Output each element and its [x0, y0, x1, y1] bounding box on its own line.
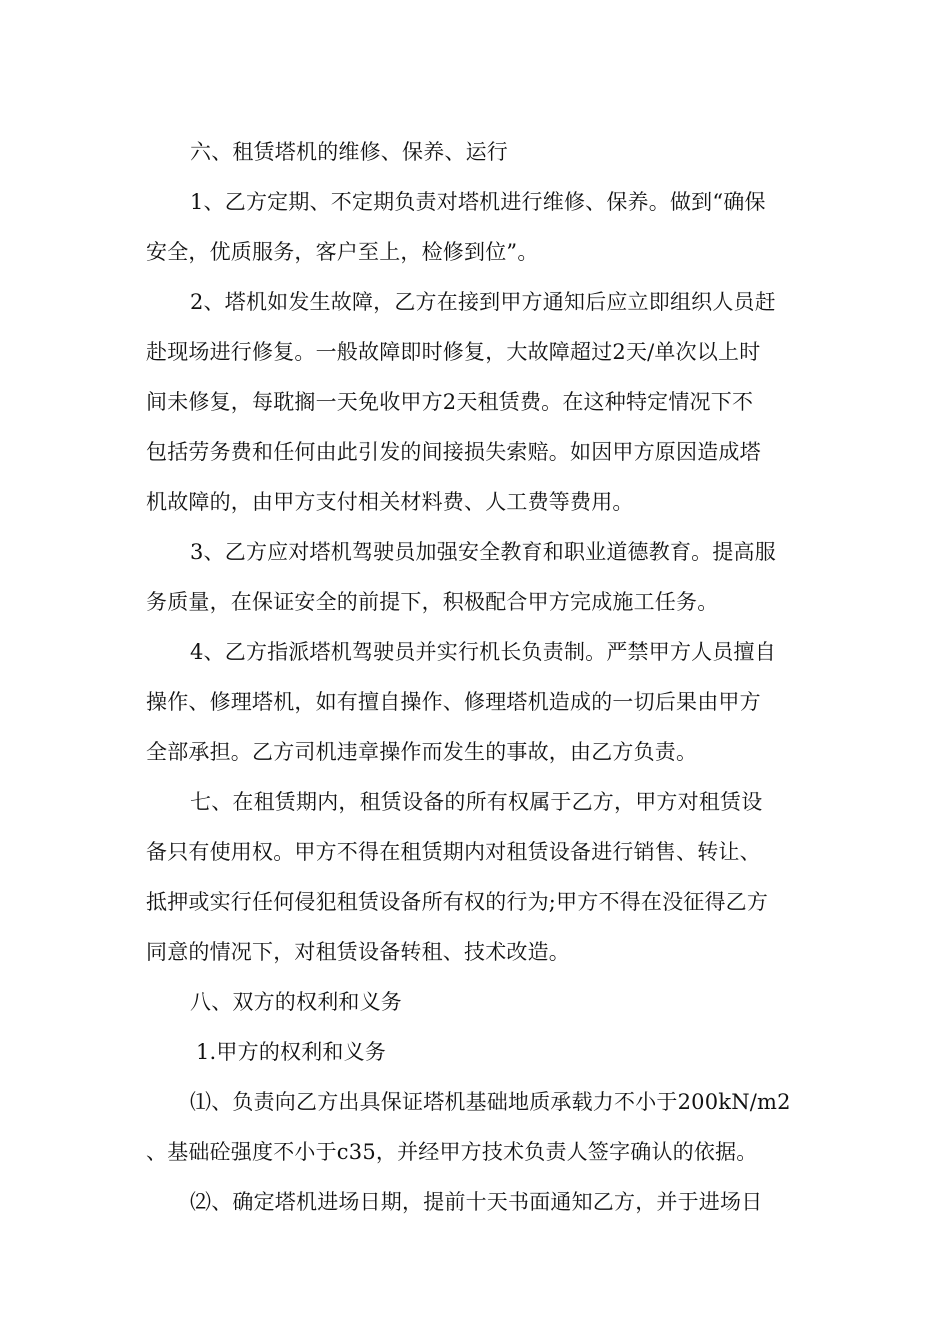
subsection-heading-8-1: 1.甲方的权利和义务 [196, 1040, 387, 1064]
clause-8-1-1-line-2: 、基础砼强度不小于c35，并经甲方技术负责人签字确认的依据。 [146, 1140, 758, 1164]
section-7-line-3: 抵押或实行任何侵犯租赁设备所有权的行为;甲方不得在没征得乙方 [146, 890, 769, 914]
clause-6-2-line-1: 2、塔机如发生故障，乙方在接到甲方通知后应立即组织人员赶 [190, 290, 776, 314]
clause-6-2-line-2: 赴现场进行修复。一般故障即时修复，大故障超过2天/单次以上时 [146, 340, 761, 364]
clause-6-3-line-1: 3、乙方应对塔机驾驶员加强安全教育和职业道德教育。提高服 [190, 540, 776, 564]
clause-6-1-line-1: 1、乙方定期、不定期负责对塔机进行维修、保养。做到“确保 [190, 190, 766, 214]
clause-6-4-line-3: 全部承担。乙方司机违章操作而发生的事故，由乙方负责。 [146, 740, 698, 764]
clause-8-1-2-line-1: ⑵、确定塔机进场日期，提前十天书面通知乙方，并于进场日 [190, 1190, 763, 1214]
section-7-line-1: 七、在租赁期内，租赁设备的所有权属于乙方，甲方对租赁设 [190, 790, 763, 814]
clause-6-1-line-2: 安全，优质服务，客户至上，检修到位”。 [146, 240, 539, 264]
section-7-line-4: 同意的情况下，对租赁设备转租、技术改造。 [146, 940, 570, 964]
clause-6-4-line-1: 4、乙方指派塔机驾驶员并实行机长负责制。严禁甲方人员擅自 [190, 640, 776, 664]
clause-6-4-line-2: 操作、修理塔机，如有擅自操作、修理塔机造成的一切后果由甲方 [146, 690, 761, 714]
clause-6-2-line-3: 间未修复，每耽搁一天免收甲方2天租赁费。在这种特定情况下不 [146, 390, 754, 414]
clause-6-2-line-4: 包括劳务费和任何由此引发的间接损失索赔。如因甲方原因造成塔 [146, 440, 761, 464]
clause-8-1-1-line-1: ⑴、负责向乙方出具保证塔机基础地质承载力不小于200kN/m2 [190, 1090, 791, 1114]
clause-6-2-line-5: 机故障的，由甲方支付相关材料费、人工费等费用。 [146, 490, 634, 514]
section-7-line-2: 备只有使用权。甲方不得在租赁期内对租赁设备进行销售、转让、 [146, 840, 761, 864]
clause-6-3-line-2: 务质量，在保证安全的前提下，积极配合甲方完成施工任务。 [146, 590, 719, 614]
section-heading-6: 六、租赁塔机的维修、保养、运行 [190, 140, 508, 164]
section-heading-8: 八、双方的权利和义务 [190, 990, 402, 1014]
